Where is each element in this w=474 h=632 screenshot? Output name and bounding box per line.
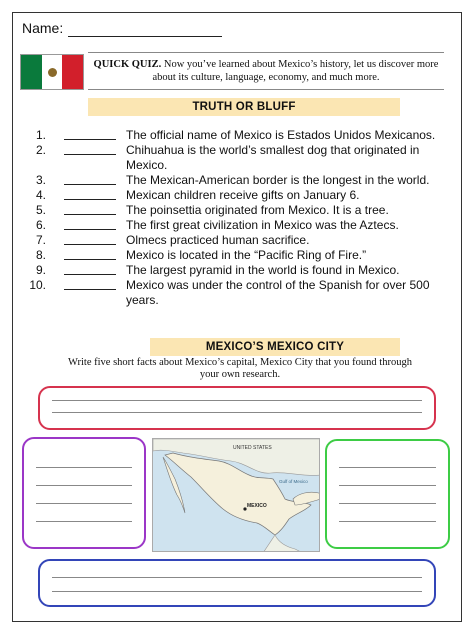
section-title-truth-or-bluff: TRUTH OR BLUFF bbox=[88, 98, 400, 116]
quiz-list bbox=[22, 128, 452, 308]
answer-blank[interactable] bbox=[64, 289, 116, 290]
name-input-line[interactable] bbox=[68, 36, 222, 37]
list-item: 8. Mexico is located in the “Pacific Ring of Fire.” bbox=[35, 248, 367, 262]
list-item: 1. The official name of Mexico is Estados Unidos Mexicanos. bbox=[35, 128, 436, 142]
instruction-text: Write five short facts about Mexico’s capital, Mexico City that you found through your own research. bbox=[68, 357, 412, 380]
answer-blank[interactable] bbox=[64, 154, 116, 155]
list-item: 10. Mexico was under the control of the Spanish for over 500 years. bbox=[29, 278, 430, 307]
list-item: 6. The first great civilization in Mexico was the Aztecs. bbox=[35, 218, 399, 232]
answer-blank[interactable] bbox=[64, 274, 116, 275]
map-label-gulf: Gulf of Mexico bbox=[279, 479, 308, 484]
intro-lead: QUICK QUIZ. bbox=[93, 59, 162, 70]
writing-box-bottom[interactable] bbox=[38, 559, 436, 607]
list-item: 3. The Mexican-American border is the longest in the world. bbox=[35, 173, 430, 187]
mexico-flag-icon bbox=[20, 54, 84, 90]
writing-box-right[interactable] bbox=[325, 439, 450, 549]
list-item: 4. Mexican children receive gifts on January 6. bbox=[35, 188, 360, 202]
answer-blank[interactable] bbox=[64, 199, 116, 200]
writing-box-top[interactable] bbox=[38, 386, 436, 430]
mexico-map-icon bbox=[152, 438, 320, 552]
answer-blank[interactable] bbox=[64, 229, 116, 230]
writing-box-left[interactable] bbox=[22, 437, 146, 549]
answer-blank[interactable] bbox=[64, 259, 116, 260]
map-label-city: MEXICO bbox=[247, 503, 267, 509]
section-title-mexico-city: MEXICO’S MEXICO CITY bbox=[150, 338, 400, 356]
answer-blank[interactable] bbox=[64, 139, 116, 140]
intro-text bbox=[88, 58, 444, 84]
list-item: 7. Olmecs practiced human sacrifice. bbox=[35, 233, 310, 247]
answer-blank[interactable] bbox=[64, 244, 116, 245]
intro-body: Now you’ve learned about Mexico’s history, let us discover more about its culture, language, economy, and much more. bbox=[152, 59, 439, 83]
name-label: Name: bbox=[22, 20, 64, 36]
mexico-map-graphic bbox=[153, 439, 320, 552]
list-item: 9. The largest pyramid in the world is found in Mexico. bbox=[35, 263, 400, 277]
list-item: 2. Chihuahua is the world’s smallest dog that originated in Mexico. bbox=[35, 143, 420, 172]
answer-blank[interactable] bbox=[64, 184, 116, 185]
list-item: 5. The poinsettia originated from Mexico. It is a tree. bbox=[35, 203, 389, 217]
answer-blank[interactable] bbox=[64, 214, 116, 215]
map-label-us: UNITED STATES bbox=[233, 445, 272, 451]
